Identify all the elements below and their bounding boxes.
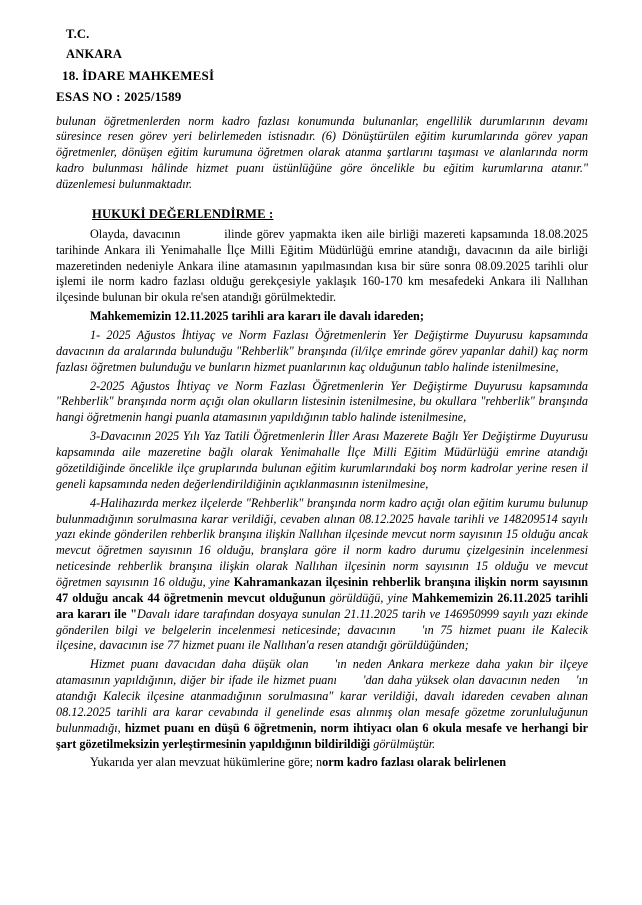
court-header xyxy=(56,24,588,107)
section-title-legal-assessment: HUKUKİ DEĞERLENDİRME : xyxy=(92,206,274,221)
conclusion-bold-text: orm kadro fazlası olarak belirlenen xyxy=(322,755,507,770)
paragraph-item-1: 1- 2025 Ağustos İhtiyaç ve Norm Fazlası Öğretmenlerin Yer Değiştirme Duyurusu kapsamında davacının da aralarında bulunduğu "Rehberlik" branşında (il/ilçe emrinde görev yapanlar dahil) kaç norm fazlası öğretmen bulunduğu ve bunların hizmet puanlarının kaç olduğunun tablo halinde istenilmesine, xyxy=(56,328,588,374)
item5-text-c: 'dan daha yüksek olan davacının neden xyxy=(362,673,560,688)
paragraph-item-3: 3-Davacının 2025 Yılı Yaz Tatili Öğretmenlerin İller Arası Mazerete Bağlı Yer Değiştirme Duyurusu kapsamında aile mazeretine bağlı olarak Yenimahalle İlçe Milli Eğitim Müdürlüğü emrine atandığı gözetildiğinde öncelikle ilçe gruplarında bulunan eğitim kurumlarındaki boş norm kadrolar yerine resen il geneli kapsamında neden değerlendirildiğinin açıklanmasının istenilmesine, xyxy=(56,429,588,491)
item4-text-part1: 4-Halihazırda merkez ilçelerde "Rehberlik" branşında norm kadro açığı olan eğitim kurumu bulunup bulunmadığının sorulmasına karar verildiği, cevaben alınan 08.12.2025 havale tarihli ve 148209514 sayılı yazı ekinde gönderilen rehberlik branşına ilişkin Nallıhan ilçesinde mevcut norm sayısının 15 olduğu ancak mevcut öğretmen sayısının 16 olduğu, branşlara göre il norm kadro durumu çizelgesinin incelenmesi neticesinde rehberlik branşına ilişkin olarak Nallıhan ilçesinin norm sayısının 15 olduğu ve mevcut öğretmen sayısının 16 olduğu, yine xyxy=(56,495,588,589)
item5-text-d: 'ın atandığı Kalecik ilçesine atanmadığının sorulmasına" karar verildiği, davalı idareden cevaben alınan 08.12.2025 tarihli ara karar cevabında il genelinde esas alınmış olan mesafe gözetme zorunluluğunun bulunmadığı, xyxy=(56,673,588,735)
paragraph-item-5 xyxy=(56,657,588,752)
header-tc: T.C. xyxy=(66,27,90,41)
item4-text-part2: Davalı idare tarafından dosyaya sunulan 21.11.2025 tarih ve 146950999 sayılı yazı ekinde gönderilen bilgi ve belgelerin incelenmesi neticesinde; davacının xyxy=(56,606,588,637)
quoted-regulation-paragraph: bulunan öğretmenlerden norm kadro fazlası konumunda bulunanlar, engellilik durumlarının devamı süresince resen görev yeri belirlemeden istisnadır. (6) Dönüştürülen eğitim kurumlarında görev yapan öğretmenler, dönüşen eğitim kurumuna öğretmen olarak atanma şartlarını taşıması ve alanlarında norm kadro bulunması hâlinde hizmet puanı üstünlüğüne göre öncelikle bu eğitim kurumlarına atanır." düzenlemesi bulunmaktadır. xyxy=(56,113,588,192)
paragraph-facts xyxy=(56,227,588,306)
header-case-number: ESAS NO : 2025/1589 xyxy=(56,88,182,104)
header-city: ANKARA xyxy=(66,47,123,62)
paragraph-item-4 xyxy=(56,496,588,655)
item4-text-mid: görüldüğü, yine xyxy=(325,590,412,605)
document-body xyxy=(56,114,588,772)
header-court-name: 18. İDARE MAHKEMESİ xyxy=(62,67,215,83)
paragraph-item-2: 2-2025 Ağustos İhtiyaç ve Norm Fazlası Öğretmenlerin Yer Değiştirme Duyurusu kapsamında "Rehberlik" branşında norm açığı olan okulların listesinin istenilmesine, bu okullara "rehberlik" branşında hangi öğretmenin hangi puanla atamasının yapıldığının tablo halinde istenilmesine, xyxy=(56,378,588,425)
facts-rest-text: ilinde görev yapmakta iken aile birliği mazereti kapsamında 18.08.2025 tarihinde Ankara ili Yenimahalle İlçe Milli Eğitim Müdürlüğü emrine atandığı, davacının da aile birliği mazeretinden nedeniyle Ankara iline atamasının yapılmasından kısa bir süre sonra 08.09.2025 tarihli olur işlemi ile norm kadro fazlası olduğu gerekçesiyle yaklaşık 160-170 km mesafedeki Ankara ili Nallıhan ilçesinde bulunan bir okula re'sen atandığı görülmektedir. xyxy=(56,226,588,305)
item4-text-part3: 'ın 75 hizmet puanı ile Kalecik ilçesine, davacının ise 77 hizmet puanı ile Nallıhan'a resen atandığı görüldüğünden; xyxy=(56,622,589,653)
section-heading-wrap xyxy=(56,205,588,223)
item5-text-end: görülmüştür. xyxy=(370,736,436,751)
item4-bold-part2: Mahkememizin 26.11.2025 tarihli ara kararı ile " xyxy=(56,590,588,621)
item5-text-a: Hizmet puanı davacıdan daha düşük olan xyxy=(90,657,309,672)
facts-lead-text: Olayda, davacının xyxy=(90,226,181,241)
item4-bold-part1: Kahramankazan ilçesinin rehberlik branşına ilişkin norm sayısının 47 olduğu ancak 44 öğretmenin mevcut olduğunun xyxy=(56,574,588,605)
item5-bold-text: hizmet puanı en düşü 6 öğretmenin, norm ihtiyacı olan 6 okula mesafe ve herhangi bir şart gözetilmeksizin yerleştirmesinin yapıldığının bildirildiği xyxy=(56,720,588,751)
paragraph-conclusion-start xyxy=(56,755,588,771)
paragraph-interim-decision-intro: Mahkememizin 12.11.2025 tarihli ara kararı ile davalı idareden; xyxy=(90,309,424,324)
item5-text-b: 'ın neden Ankara merkeze daha yakın bir ilçeye atamasının yapıldığının, diğer bir ifade ile hizmet puanı xyxy=(56,657,588,688)
conclusion-lead-text: Yukarıda yer alan mevzuat hükümlerine göre; n xyxy=(90,755,323,770)
